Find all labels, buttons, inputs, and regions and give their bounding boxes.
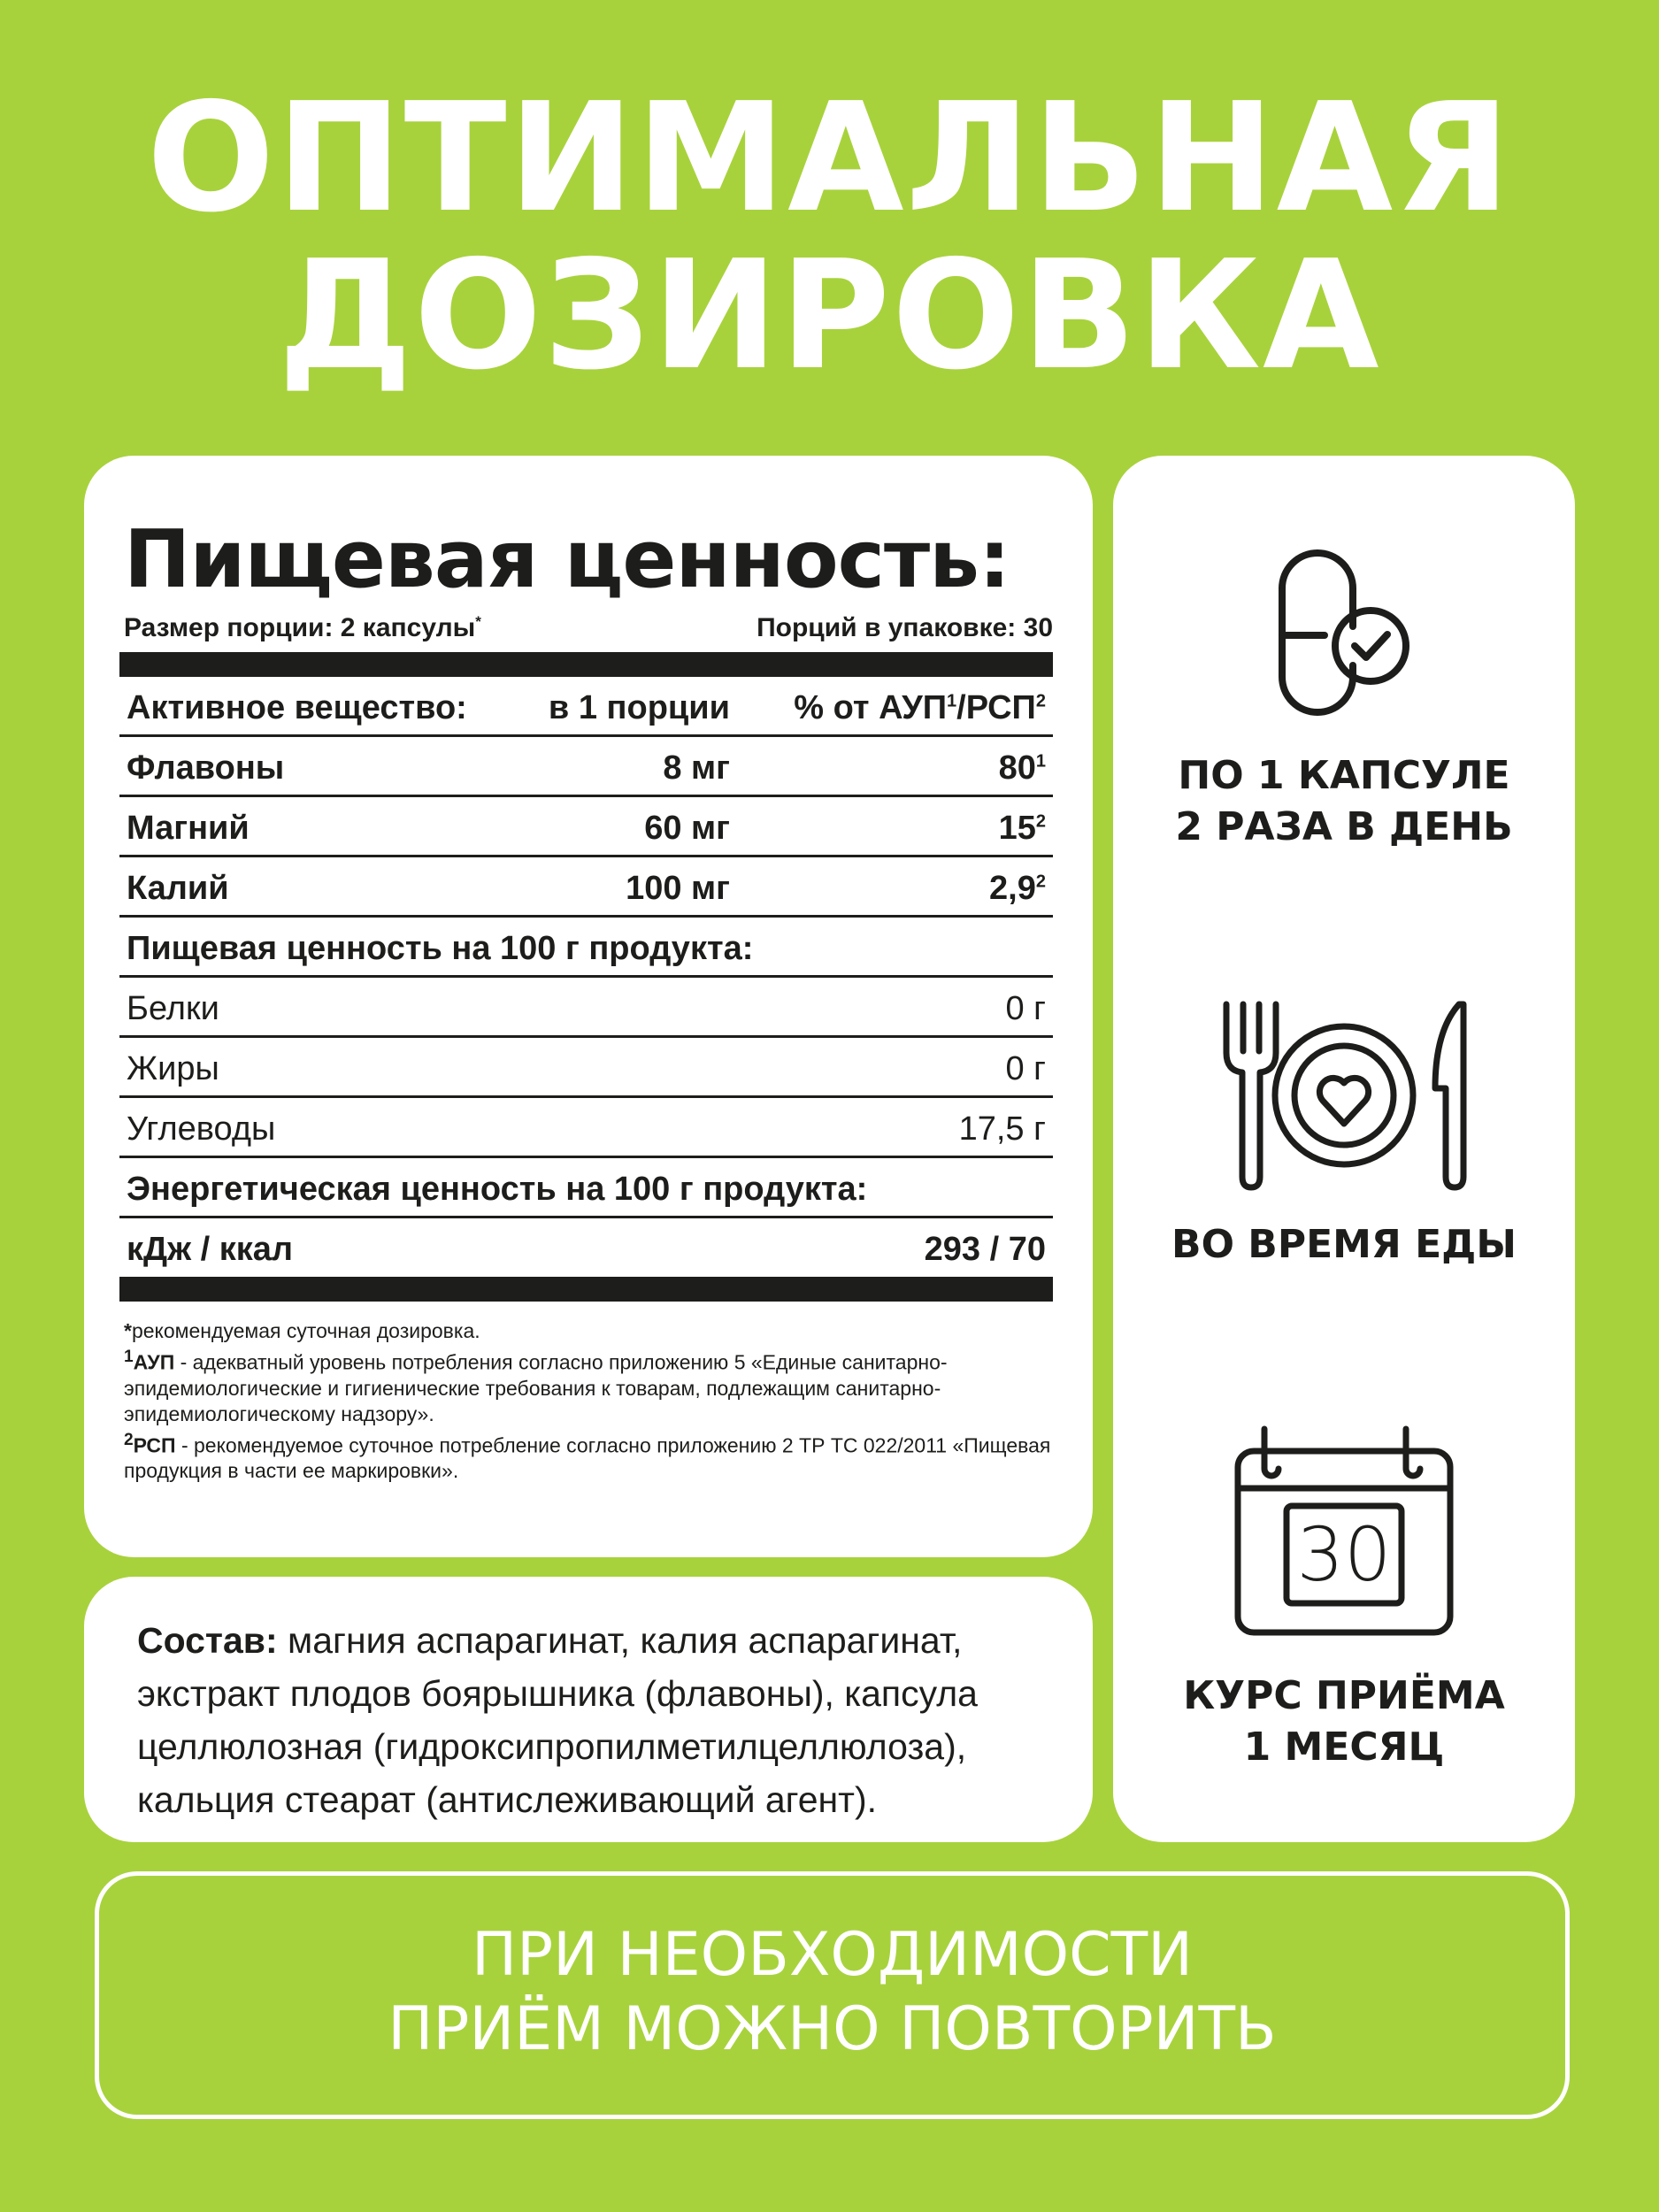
- usage-item-with-food: [1113, 991, 1575, 1271]
- repeat-note: ПРИ НЕОБХОДИМОСТИ ПРИЁМ МОЖНО ПОВТОРИТЬ: [95, 1871, 1570, 2119]
- calendar-number: 30: [1296, 1511, 1392, 1598]
- composition-text: Состав: магния аспарагинат, калия аспарагинат, экстракт плодов боярышника (флавоны), капсула целлюлозная (гидроксипропилметилцеллюлоза), кальция стеарат (антислеживающий агент).: [137, 1620, 978, 1820]
- headline-line-1: ОПТИМАЛЬНАЯ: [146, 71, 1513, 246]
- header-percent: % от АУП$^1$/РСП$^2$: [794, 689, 1046, 726]
- usage-caption-dosage: ПО 1 КАПСУЛЕ 2 РАЗА В ДЕНЬ: [1175, 753, 1513, 849]
- table-row: Калий 100 мг $2,9^2$: [119, 857, 1053, 918]
- usage-item-course: [1113, 1425, 1575, 1773]
- serving-size: Размер порции: 2 капсулы*: [124, 613, 481, 642]
- usage-item-dosage: [1113, 522, 1575, 853]
- nutrition-facts-card: [84, 456, 1093, 1557]
- footnotes: [124, 1318, 1062, 1484]
- servings-per-pack: Порций в упаковке: 30: [757, 613, 1053, 642]
- energy-row: кДж / ккал 293 / 70: [127, 1231, 1046, 1268]
- plate-heart-cutlery-icon: [1207, 991, 1481, 1194]
- composition-card: [84, 1577, 1093, 1842]
- nutrition-title: Пищевая ценность:: [124, 513, 1010, 606]
- headline-line-2: ДОЗИРОВКА: [278, 228, 1381, 403]
- per100-heading-row: Пищевая ценность на 100 г продукта:: [119, 918, 1053, 978]
- table-header-row: [119, 677, 1053, 737]
- header-substance: Активное вещество:: [127, 689, 467, 726]
- footnote-rsp: $^2$РСП - рекомендуемое суточное потребление согласно приложению 2 ТР ТС 022/2011 «Пищевая продукция в части ее маркировки».: [124, 1430, 1051, 1483]
- capsule-check-icon: [1256, 522, 1432, 726]
- table-row: Жиры 0 г: [119, 1038, 1053, 1098]
- footnote-aup: $^1$АУП - адекватный уровень потребления согласно приложению 5 «Единые санитарно-эпидемиологические и гигиенические требования к товарам, подлежащим санитарно-эпидемиологическому надзору».: [124, 1348, 948, 1425]
- energy-heading-row: Энергетическая ценность на 100 г продукта:: [119, 1158, 1053, 1218]
- usage-caption-course: КУРС ПРИЁМА 1 МЕСЯЦ: [1183, 1673, 1505, 1770]
- table-bottom-bar: [119, 1277, 1053, 1302]
- table-row: Флавоны 8 мг $80^1$: [119, 737, 1053, 797]
- table-top-bar: [119, 652, 1053, 677]
- usage-card: [1113, 456, 1575, 1842]
- footnote-star: *рекомендуемая суточная дозировка.: [124, 1319, 480, 1342]
- page-headline: [0, 71, 1659, 403]
- table-row: Магний 60 мг $15^2$: [119, 797, 1053, 857]
- table-row: Белки 0 г: [119, 978, 1053, 1038]
- table-row: Углеводы 17,5 г: [119, 1098, 1053, 1158]
- header-per-serving: в 1 порции: [548, 689, 730, 726]
- usage-caption-with-food: ВО ВРЕМЯ ЕДЫ: [1171, 1222, 1517, 1267]
